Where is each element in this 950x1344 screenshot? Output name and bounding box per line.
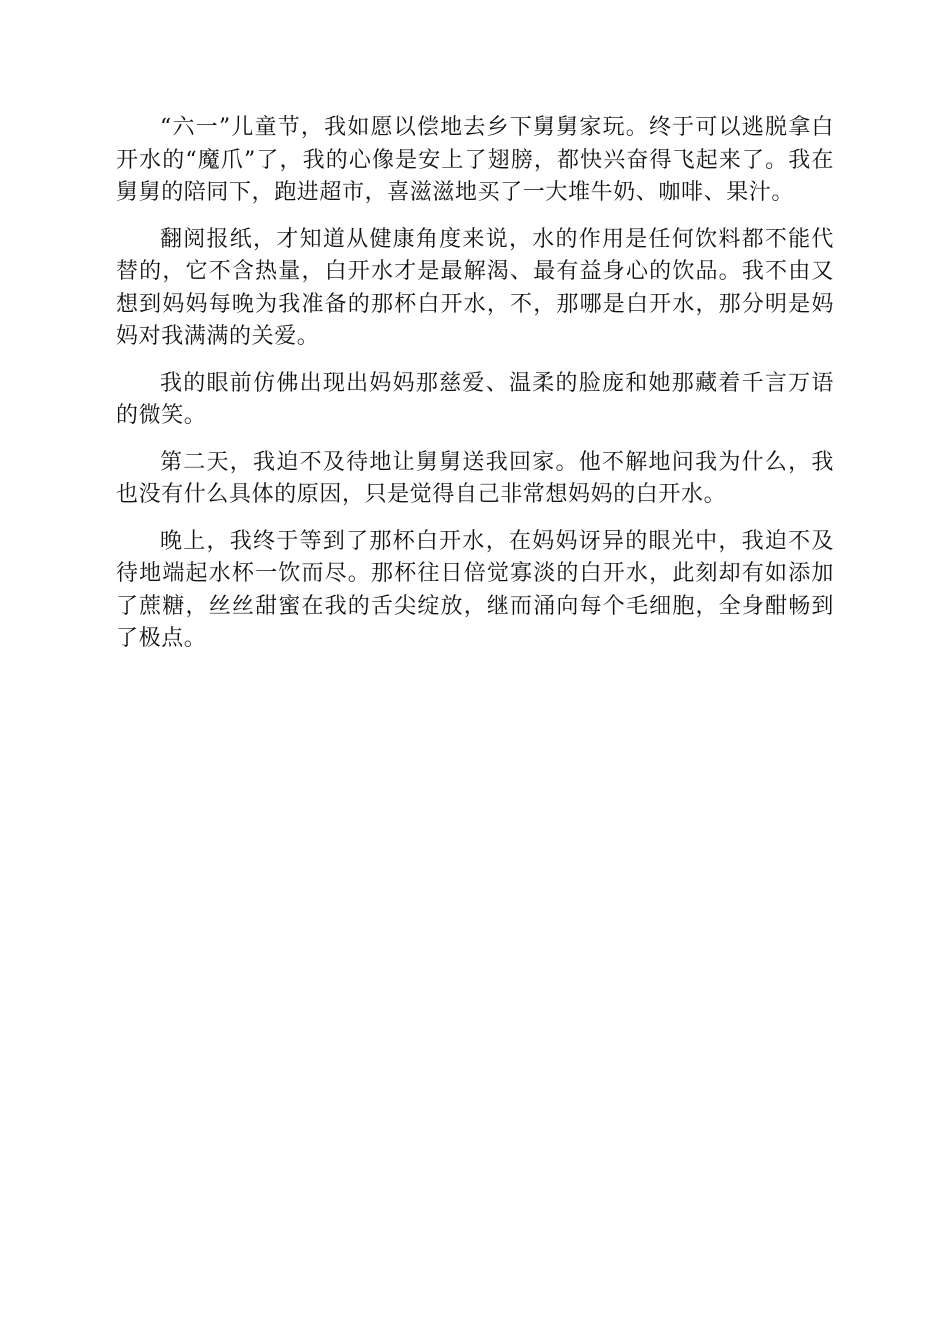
paragraph-3: 我的眼前仿佛出现出妈妈那慈爱、温柔的脸庞和她那藏着千言万语的微笑。 [116, 370, 834, 428]
paragraph-2: 翻阅报纸，才知道从健康角度来说，水的作用是任何饮料都不能代替的，它不含热量，白开水才是最解渴、最有益身心的饮品。我不由又想到妈妈每晚为我准备的那杯白开水，不，那哪是白开水，那分明是妈妈对我满满的关爱。 [116, 226, 834, 349]
essay-body [116, 112, 834, 670]
paragraph-5: 晚上，我终于等到了那杯白开水，在妈妈讶异的眼光中，我迫不及待地端起水杯一饮而尽。那杯往日倍觉寡淡的白开水，此刻却有如添加了蔗糖，丝丝甜蜜在我的舌尖绽放，继而涌向每个毛细胞，全身酣畅到了极点。 [116, 528, 834, 651]
paragraph-1: “六一”儿童节，我如愿以偿地去乡下舅舅家玩。终于可以逃脱拿白开水的“魔爪”了，我的心像是安上了翅膀，都快兴奋得飞起来了。我在舅舅的陪同下，跑进超市，喜滋滋地买了一大堆牛奶、咖啡、果汁。 [116, 115, 834, 205]
paragraph-4: 第二天，我迫不及待地让舅舅送我回家。他不解地问我为什么，我也没有什么具体的原因，只是觉得自己非常想妈妈的白开水。 [116, 449, 834, 507]
